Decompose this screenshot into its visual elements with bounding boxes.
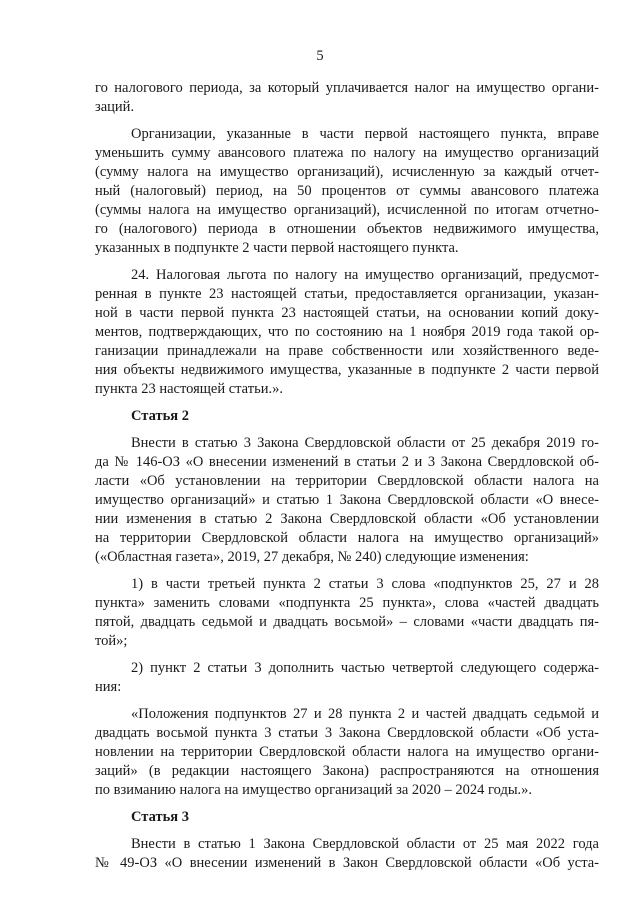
text-line: пункта 23 настоящей статьи.». — [95, 381, 283, 397]
text-line: Внести в статью 1 Закона Свердловской области от 25 мая 2022 года — [131, 836, 599, 852]
text-line: 2) пункт 2 статьи 3 дополнить частью четвертой следующего содержа- — [131, 660, 599, 676]
text-line: той»; — [95, 633, 128, 649]
page-number: 5 — [316, 48, 324, 64]
text-line: на территории Свердловской области налога на имущество организаций» — [95, 530, 599, 546]
text-line: заций. — [95, 99, 135, 115]
text-line: «Положения подпунктов 27 и 28 пункта 2 и частей двадцать седьмой и — [131, 706, 599, 722]
text-line: ный (налоговый) период, на 50 процентов от суммы авансового платежа — [95, 183, 599, 199]
text-line: 1) в части третьей пункта 2 статьи 3 слова «подпунктов 25, 27 и 28 — [131, 576, 599, 592]
text-line: (суммы налога на имущество организаций), исчисленной по итогам отчетно- — [95, 202, 599, 218]
text-line: ной в части первой пункта 23 настоящей статьи, на основании копий доку- — [95, 305, 599, 321]
document-body — [95, 79, 599, 873]
text-line: да № 146-ОЗ «О внесении изменений в статьи 2 и 3 Закона Свердловской об- — [95, 454, 599, 470]
text-line: заций» (в редакции настоящего Закона) распространяются на отношения — [95, 763, 599, 779]
text-line: го (налогового) периода в отношении объектов недвижимого имущества, — [95, 221, 599, 237]
text-line: уменьшить сумму авансового платежа по налогу на имущество организаций — [95, 145, 599, 161]
text-line: № 49-ОЗ «О внесении изменений в Закон Свердловской области «Об уста- — [95, 855, 599, 871]
text-line: нии изменения в статью 2 Закона Свердловской области «Об установлении — [95, 511, 599, 527]
article-heading: Статья 3 — [131, 809, 189, 825]
text-line: 24. Налоговая льгота по налогу на имущество организаций, предусмот- — [131, 267, 599, 283]
text-line: пятой, двадцать седьмой и двадцать восьмой» – словами «части двадцать пя- — [95, 614, 599, 630]
text-line: ния объекты недвижимого имущества, указанные в подпункте 2 части первой — [95, 362, 599, 378]
text-line: Организации, указанные в части первой настоящего пункта, вправе — [131, 126, 599, 142]
text-line: ласти «Об установлении на территории Свердловской области налога на — [95, 473, 599, 489]
text-line: двадцать восьмой пункта 3 статьи 3 Закона Свердловской области «Об уста- — [95, 725, 599, 741]
text-line: указанных в подпункте 2 части первой настоящего пункта. — [95, 240, 459, 256]
text-line: (сумму налога на имущество организаций), исчисленную за каждый отчет- — [95, 164, 599, 180]
article-heading: Статья 2 — [131, 408, 189, 424]
text-line: го налогового периода, за который уплачивается налог на имущество органи- — [95, 80, 599, 96]
text-line: («Областная газета», 2019, 27 декабря, № 240) следующие изменения: — [95, 549, 529, 565]
text-line: ния: — [95, 679, 122, 695]
text-line: имущество организаций» и статью 1 Закона Свердловской области «О внесе- — [95, 492, 599, 508]
text-line: Внести в статью 3 Закона Свердловской области от 25 декабря 2019 го- — [131, 435, 599, 451]
text-line: ренная в пункте 23 настоящей статьи, предоставляется организации, указан- — [95, 286, 599, 302]
text-line: ментов, подтверждающих, что по состоянию на 1 ноября 2019 года такой ор- — [95, 324, 599, 340]
text-line: ганизации принадлежали на праве собственности или хозяйственного веде- — [95, 343, 599, 359]
text-line: по взиманию налога на имущество организаций за 2020 – 2024 годы.». — [95, 782, 533, 798]
text-line: пункта» заменить словами «подпункта 25 пункта», слова «частей двадцать — [95, 595, 599, 611]
text-line: новлении на территории Свердловской области налога на имущество органи- — [95, 744, 599, 760]
